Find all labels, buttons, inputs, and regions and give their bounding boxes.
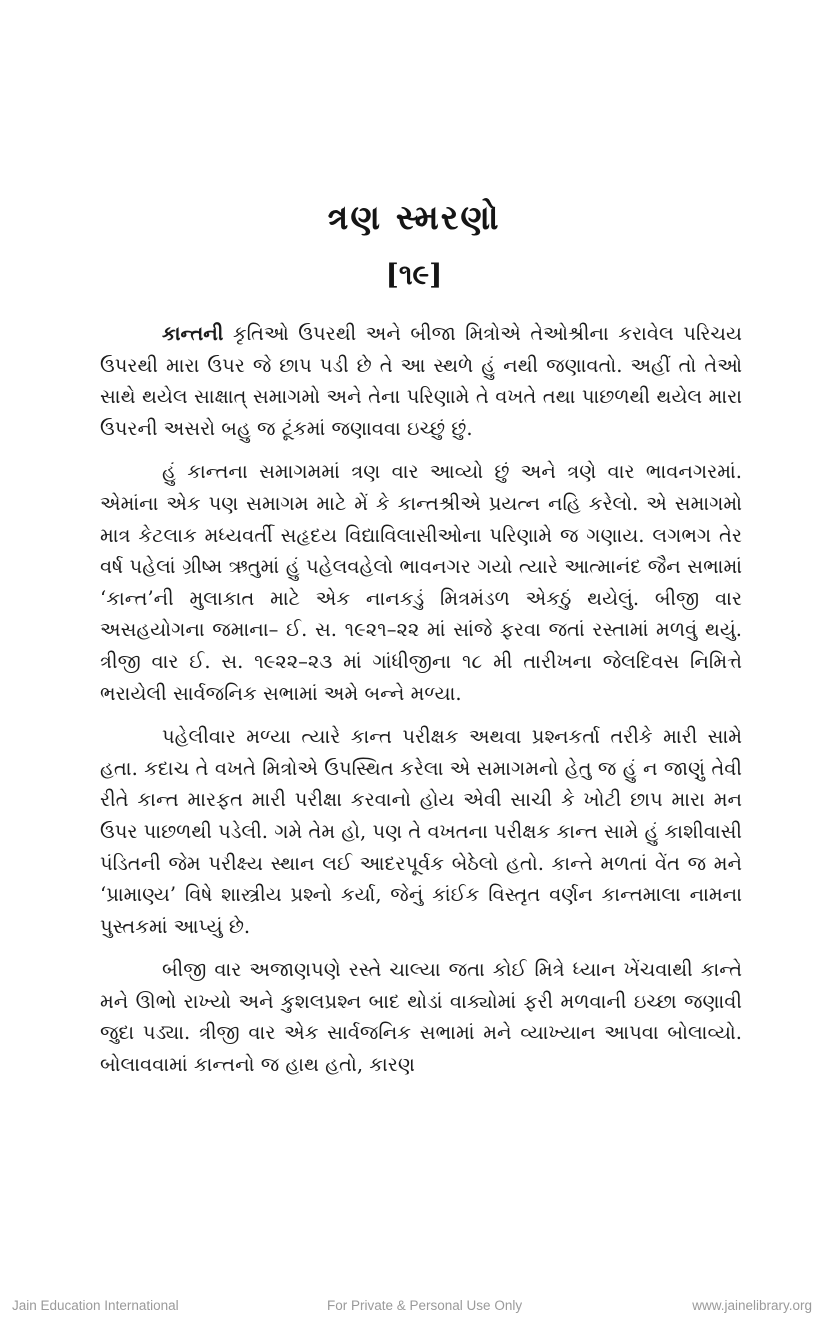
chapter-title: ત્રણ સ્મરણો: [327, 198, 501, 238]
footer-publisher: Jain Education International: [12, 1298, 179, 1313]
body-text: [100, 318, 742, 1093]
paragraph-text: પહેલીવાર મળ્યા ત્યારે કાન્ત પરીક્ષક અથવા પ્રશ્નકર્તા તરીકે મારી સામે હતા. કદાચ તે વખતે મિત્રોએ ઉપસ્થિત કરેલા એ સમાગમનો હેતુ જ હું ન જાણું તેવી રીતે કાન્ત મારફત મારી પરીક્ષા કરવાનો હોય એવી સાચી કે ખોટી છાપ મારા મન ઉપર પાછળથી પડેલી. ગમે તેમ હો, પણ તે વખતના પરીક્ષક કાન્ત સામે હું કાશીવાસી પંડિતની જેમ પરીક્ષ્ય સ્થાન લઈ આદરપૂર્વક બેઠેલો હતો. કાન્તે મળતાં વેંત જ મને ‘પ્રામાણ્ય’ વિષે શાસ્ત્રીય પ્રશ્નો કર્યા, જેનું કાંઈક વિસ્તૃત વર્ણન કાન્તમાલા નામના પુસ્તકમાં આપ્યું છે.: [100, 725, 742, 938]
paragraph: [100, 318, 742, 444]
footer-website-link[interactable]: www.jainelibrary.org: [692, 1298, 812, 1313]
section-number: [૧૯]: [385, 258, 443, 291]
footer-usage-notice: For Private & Personal Use Only: [327, 1298, 523, 1313]
paragraph-text: હું કાન્તના સમાગમમાં ત્રણ વાર આવ્યો છું અને ત્રણે વાર ભાવનગરમાં. એમાંના એક પણ સમાગમ માટે મેં કે કાન્તશ્રીએ પ્રયત્ન નહિ કરેલો. એ સમાગમો માત્ર કેટલાક મધ્યવર્તી સહૃદય વિદ્યાવિલાસીઓના પરિણામે જ ગણાય. લગભગ તેર વર્ષ પહેલાં ગ્રીષ્મ ઋતુમાં હું પહેલવહેલો ભાવનગર ગયો ત્યારે આત્માનંદ જૈન સભામાં ‘કાન્ત’ની મુલાકાત માટે એક નાનકડું મિત્રમંડળ એકઠું થયેલું. બીજી વાર અસહયોગના જમાના– ઈ. સ. ૧૯૨૧–૨૨ માં સાંજે ફરવા જતાં રસ્તામાં મળવું થયું. ત્રીજી વાર ઈ. સ. ૧૯૨૨–૨૩ માં ગાંધીજીના ૧૮ મી તારીખના જેલદિવસ નિમિત્તે ભરાયેલી સાર્વજનિક સભામાં અમે બન્ને મળ્યા.: [100, 460, 742, 705]
paragraph-lead-word: કાન્તની: [162, 322, 224, 345]
paragraph: [100, 721, 742, 942]
paragraph-text: કૃતિઓ ઉપરથી અને બીજા મિત્રોએ તેઓશ્રીના કરાવેલ પરિચય ઉપરથી મારા ઉપર જે છાપ પડી છે તે આ સ્થળે હું નથી જણાવતો. અહીં તો તેઓ સાથે થયેલ સાક્ષાત્ સમાગમો અને તેના પરિણામે તે વખતે તથા પાછળથી થયેલ મારા ઉપરની અસરો બહુ જ ટૂંકમાં જણાવવા ઇચ્છું છું.: [100, 322, 742, 440]
paragraph: [100, 456, 742, 709]
paragraph-text: બીજી વાર અજાણપણે રસ્તે ચાલ્યા જતા કોઈ મિત્રે ધ્યાન ખેંચવાથી કાન્તે મને ઊભો રાખ્યો અને કુશલપ્રશ્ન બાદ થોડાં વાક્યોમાં ફરી મળવાની ઇચ્છા જણાવી જુદા પડ્યા. ત્રીજી વાર એક સાર્વજનિક સભામાં મને વ્યાખ્યાન આપવા બોલાવ્યો. બોલાવવામાં કાન્તનો જ હાથ હતો, કારણ: [100, 958, 742, 1077]
page-footer: [0, 1298, 828, 1318]
paragraph: [100, 954, 742, 1080]
